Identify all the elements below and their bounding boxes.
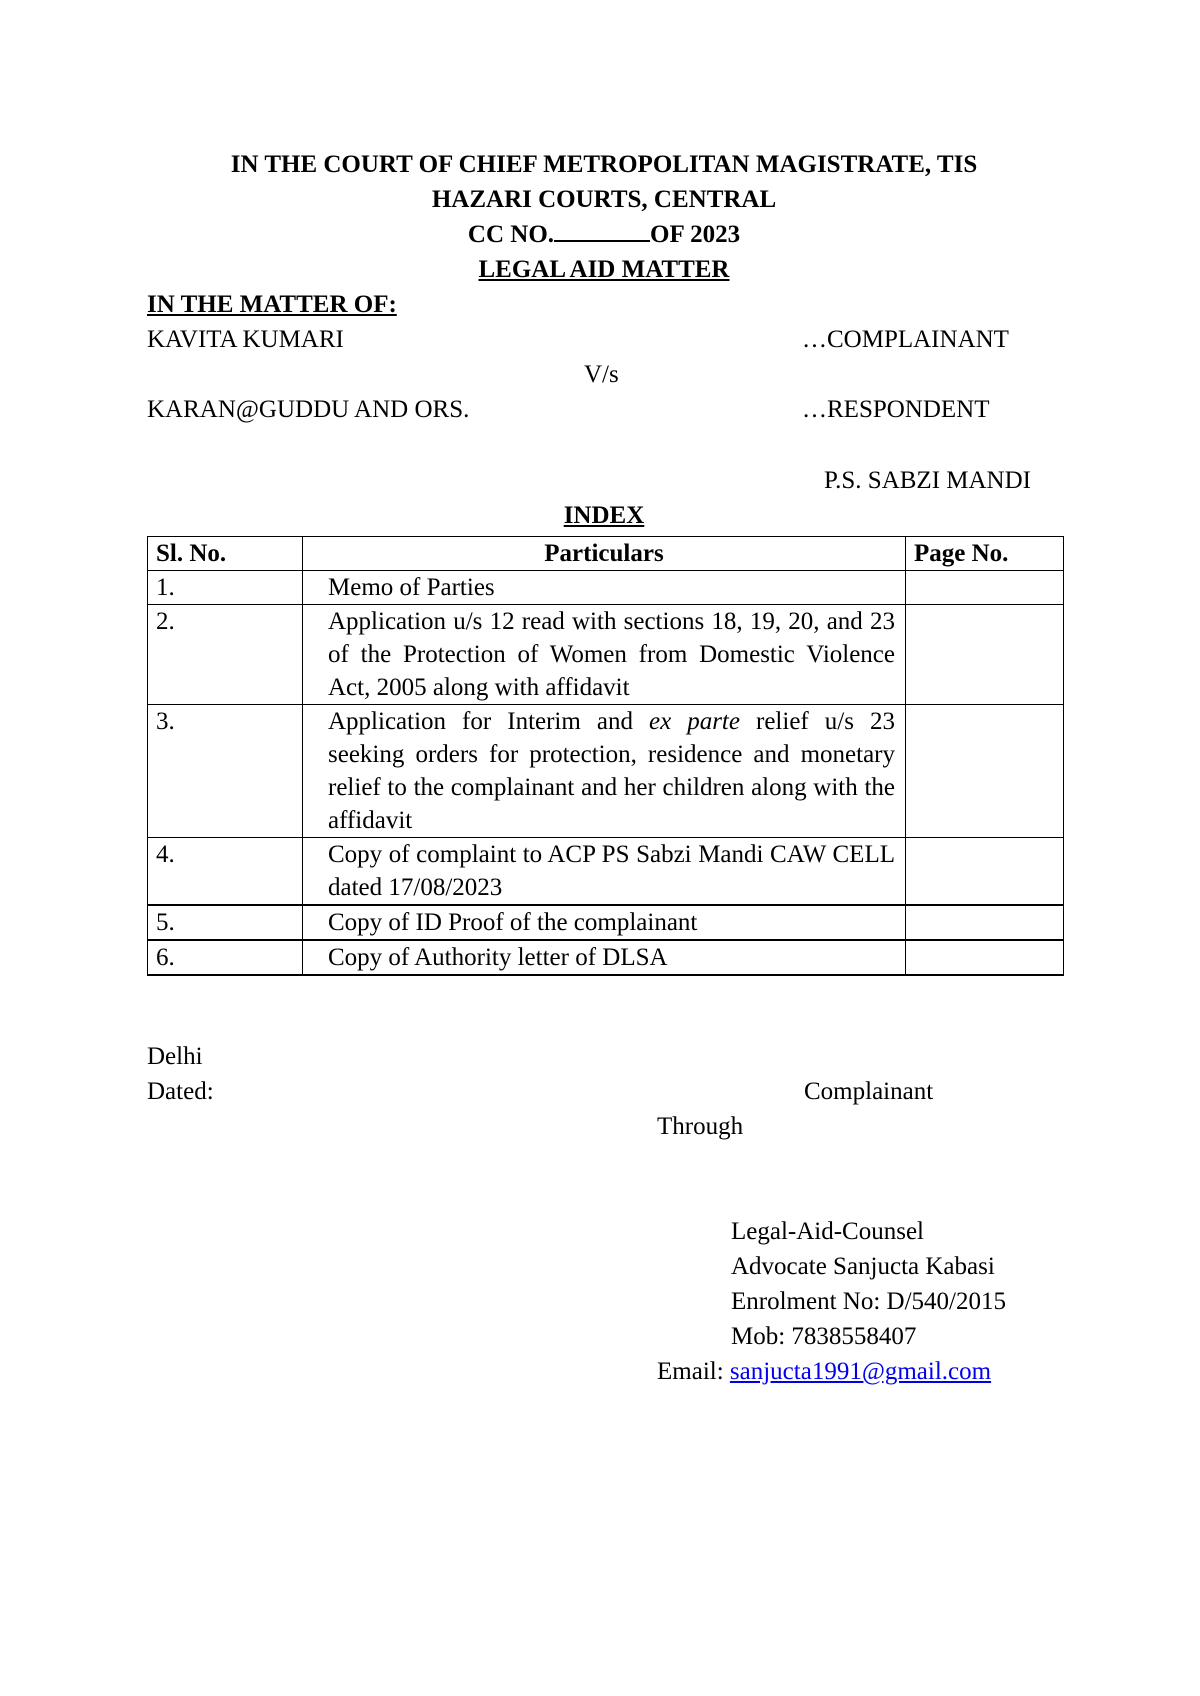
police-station: P.S. SABZI MANDI (824, 467, 1031, 494)
court-title-line2: HAZARI COURTS, CENTRAL (431, 186, 777, 213)
row-particulars: Copy of Authority letter of DLSA (303, 940, 906, 975)
case-number-suffix: OF 2023 (650, 221, 741, 248)
counsel-title: Legal-Aid-Counsel (731, 1218, 925, 1245)
row-page-no (906, 838, 1064, 906)
table-row (148, 940, 1064, 975)
row-particulars: Copy of complaint to ACP PS Sabzi Mandi CAW CELL dated 17/08/2023 (303, 838, 906, 906)
table-row (148, 705, 1064, 838)
row-page-no (906, 905, 1064, 940)
through-label: Through (657, 1113, 744, 1140)
advocate-name: Advocate Sanjucta Kabasi (731, 1253, 995, 1280)
complainant-signature-label: Complainant (804, 1078, 934, 1105)
case-number-blank (554, 218, 650, 242)
place: Delhi (147, 1043, 203, 1070)
row-sl-no: 1. (148, 571, 303, 605)
row-particulars-italic: ex parte (648, 708, 740, 735)
dated-label: Dated: (147, 1078, 214, 1105)
row-particulars-text: relief u/s 23 seeking orders for protection, residence and monetary relief to the complainant and her children along with the affidavit (328, 708, 895, 834)
matter-type: LEGAL AID MATTER (478, 256, 730, 283)
row-sl-no: 5. (148, 905, 303, 940)
complainant-role: …COMPLAINANT (802, 326, 1009, 353)
column-header-page-no: Page No. (906, 537, 1064, 571)
in-the-matter-heading: IN THE MATTER OF: (147, 291, 397, 318)
case-number-prefix: CC NO. (467, 221, 555, 248)
row-page-no (906, 705, 1064, 838)
row-page-no (906, 605, 1064, 705)
row-sl-no: 6. (148, 940, 303, 975)
table-row (148, 605, 1064, 705)
respondent-name: KARAN@GUDDU AND ORS. (147, 396, 470, 423)
email-label: Email: (657, 1358, 730, 1385)
email-link[interactable]: sanjucta1991@gmail.com (729, 1358, 992, 1385)
index-header-row (148, 537, 1064, 571)
row-sl-no: 4. (148, 838, 303, 906)
row-particulars: Application u/s 12 read with sections 18, 19, 20, and 23 of the Protection of Women from Domestic Violence Act, 2005 along with affidavit (303, 605, 906, 705)
row-particulars-text: Application for Interim and (328, 708, 649, 735)
index-table (147, 536, 1064, 976)
row-particulars (303, 705, 906, 838)
column-header-particulars: Particulars (303, 537, 906, 571)
case-number (146, 218, 1062, 252)
table-row (148, 838, 1064, 906)
mobile-number: Mob: 7838558407 (731, 1323, 917, 1350)
index-title: INDEX (563, 502, 645, 529)
table-row (148, 905, 1064, 940)
respondent-role: …RESPONDENT (802, 396, 990, 423)
row-particulars: Copy of ID Proof of the complainant (303, 905, 906, 940)
complainant-name: KAVITA KUMARI (147, 326, 344, 353)
row-page-no (906, 940, 1064, 975)
row-page-no (906, 571, 1064, 605)
email-line (657, 1355, 991, 1389)
row-sl-no: 2. (148, 605, 303, 705)
versus: V/s (584, 361, 619, 388)
row-sl-no: 3. (148, 705, 303, 838)
enrolment-number: Enrolment No: D/540/2015 (731, 1288, 1006, 1315)
column-header-sl-no: Sl. No. (148, 537, 303, 571)
table-row (148, 571, 1064, 605)
row-particulars: Memo of Parties (303, 571, 906, 605)
court-title-line1: IN THE COURT OF CHIEF METROPOLITAN MAGISTRATE, TIS (230, 151, 978, 178)
